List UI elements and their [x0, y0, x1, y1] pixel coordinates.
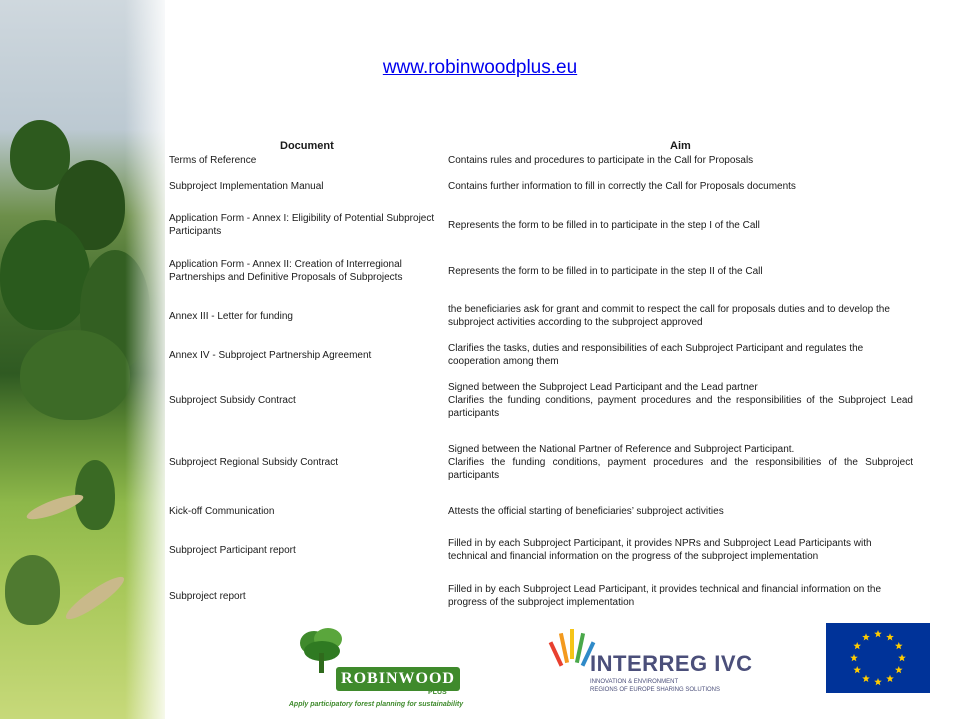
aim-annex-ii: Represents the form to be filled in to participate in the step II of the Call — [448, 266, 763, 277]
column-header-aim: Aim — [670, 140, 691, 152]
column-header-document: Document — [280, 140, 334, 152]
document-terms-of-reference: Terms of Reference — [169, 155, 257, 166]
document-participant-report: Subproject Participant report — [169, 545, 296, 556]
document-annex-iii: Annex III - Letter for funding — [169, 311, 293, 322]
robinwood-name: ROBINWOOD — [336, 667, 460, 691]
interreg-subtitle-1: INNOVATION & ENVIRONMENT — [590, 679, 679, 685]
document-subproject-report: Subproject report — [169, 591, 246, 602]
robinwood-plus-text: PLUS — [428, 689, 447, 696]
partner-logos — [0, 605, 960, 719]
site-url-link[interactable]: www.robinwoodplus.eu — [382, 57, 578, 78]
robinwood-plus-logo — [288, 625, 464, 708]
aim-annex-iii: the beneficiaries ask for grant and commit to respect the call for proposals duties and to develop the subproject activities according to the subproject approved — [448, 304, 890, 328]
aim-annex-iv: Clarifies the tasks, duties and responsibilities of each Subproject Participant and regulates the cooperation among them — [448, 343, 864, 367]
aim-subsidy-contract-line1: Signed between the Subproject Lead Participant and the Lead partner — [448, 382, 758, 393]
robinwood-tagline: Apply participatory forest planning for sustainability — [288, 701, 464, 708]
document-subsidy-contract: Subproject Subsidy Contract — [169, 395, 296, 406]
document-annex-ii: Application Form - Annex II: Creation of Interregional Partnerships and Definitive Proposals of Subprojects — [169, 259, 403, 283]
aim-regional-contract-line1: Signed between the National Partner of Reference and Subproject Participant. — [448, 444, 795, 455]
aim-regional-contract-line2: Clarifies the funding conditions, payment procedures and the responsibilities of the Subproject participants — [448, 457, 913, 481]
interreg-subtitle-2: REGIONS OF EUROPE SHARING SOLUTIONS — [590, 687, 721, 693]
document-kick-off: Kick-off Communication — [169, 506, 275, 517]
interreg-ivc-logo — [548, 625, 758, 699]
aim-participant-report: Filled in by each Subproject Participant, it provides NPRs and Subproject Lead Participants with technical and financial information on the progress of the subproject implementation — [448, 538, 872, 562]
document-annex-i: Application Form - Annex I: Eligibility of Potential Subproject Participants — [169, 213, 435, 237]
interreg-name: INTERREG IVC — [590, 651, 753, 676]
document-annex-iv: Annex IV - Subproject Partnership Agreement — [169, 350, 372, 361]
aim-implementation-manual: Contains further information to fill in correctly the Call for Proposals documents — [448, 181, 796, 192]
aim-subsidy-contract-line2: Clarifies the funding conditions, payment procedures and the responsibilities of the Subproject Lead participants — [448, 395, 913, 419]
aim-annex-i: Represents the form to be filled in to participate in the step I of the Call — [448, 220, 760, 231]
aim-subproject-report: Filled in by each Subproject Lead Participant, it provides technical and financial information on the progress of the subproject implementation — [448, 584, 882, 608]
document-regional-subsidy-contract: Subproject Regional Subsidy Contract — [169, 457, 338, 468]
aim-terms-of-reference: Contains rules and procedures to participate in the Call for Proposals — [448, 155, 754, 166]
document-implementation-manual: Subproject Implementation Manual — [169, 181, 324, 192]
aim-kick-off: Attests the official starting of beneficiaries’ subproject activities — [448, 506, 724, 517]
eu-flag-icon — [826, 623, 930, 693]
